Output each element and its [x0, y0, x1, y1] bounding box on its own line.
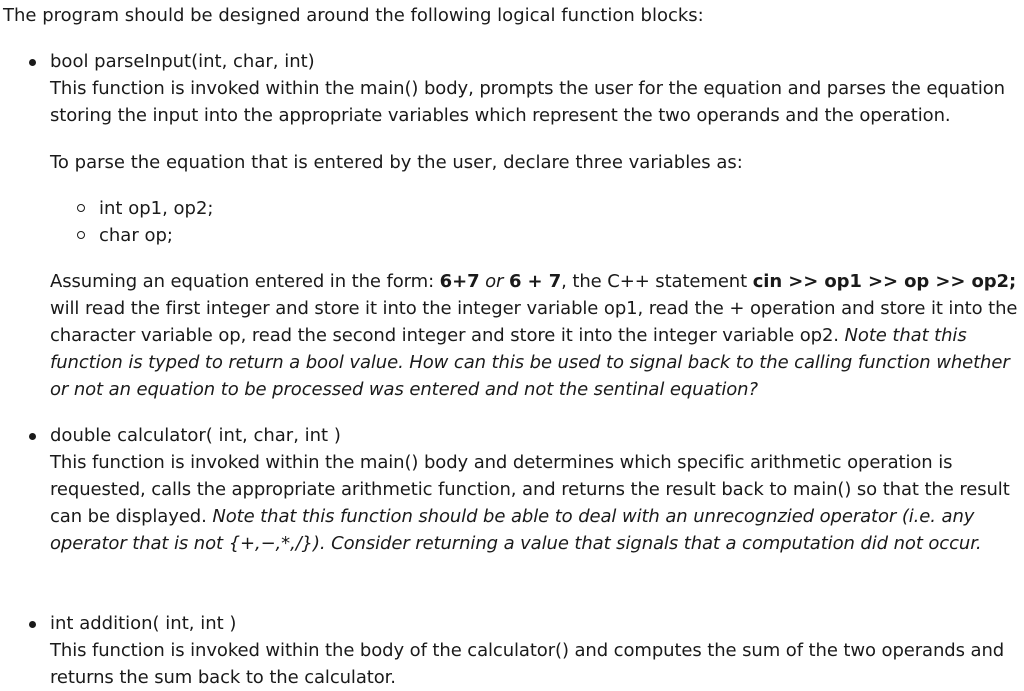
bool-return-note: Note that this function is typed to return a bool value. How can this be used to signal back to the calling function whether or not an equation to be processed was entered and not the sentinal equation? [50, 325, 1010, 400]
cin-statement: cin >> op1 >> op >> op2; [752, 271, 1017, 292]
variable-item: char op; [50, 222, 1024, 249]
function-description: This function is invoked within the main() body and determines which specific arithmetic operation is requested, calls the appropriate arithmetic function, and returns the result back to main() so that the result can be displayed. [50, 452, 1010, 527]
parse-intro-text: To parse the equation that is entered by the user, declare three variables as: [50, 152, 743, 173]
equation-example-compact: 6+7 [439, 271, 480, 292]
variable-list [50, 195, 1024, 249]
list-item-addition [50, 610, 1024, 691]
list-item-calculator [50, 422, 1024, 557]
intro-text: The program should be designed around the following logical function blocks: [3, 5, 704, 26]
function-signature: int addition( int, int ) [50, 613, 237, 634]
operator-note: Note that this function should be able to deal with an unrecognzied operator (i.e. any operator that is not {+,−,*,/}). Consider returning a value that signals that a computation did not occur. [50, 506, 982, 554]
variable-item: int op1, op2; [50, 195, 1024, 222]
function-description-paragraph [50, 449, 1024, 557]
assumption-paragraph [50, 268, 1024, 403]
assume-text: Assuming an equation entered in the form: [50, 271, 440, 292]
equation-example-spaced: 6 + 7 [508, 271, 562, 292]
function-description: This function is invoked within the main() body, prompts the user for the equation and parses the equation storing the input into the appropriate variables which represent the two operands and the operation. [50, 78, 1005, 126]
function-signature: double calculator( int, char, int ) [50, 425, 341, 446]
function-description: This function is invoked within the body of the calculator() and computes the sum of the two operands and returns the sum back to the calculator. [50, 640, 1005, 688]
assume-text: , the C++ statement [561, 271, 753, 292]
assume-or: or [479, 271, 509, 292]
function-signature: bool parseInput(int, char, int) [50, 51, 315, 72]
list-item-parse-input [50, 48, 1024, 403]
assume-text: will read the first integer and store it into the integer variable op1, read the + operation and store it into the character variable op, read the second integer and store it into the integer variable op2. [50, 298, 1018, 346]
